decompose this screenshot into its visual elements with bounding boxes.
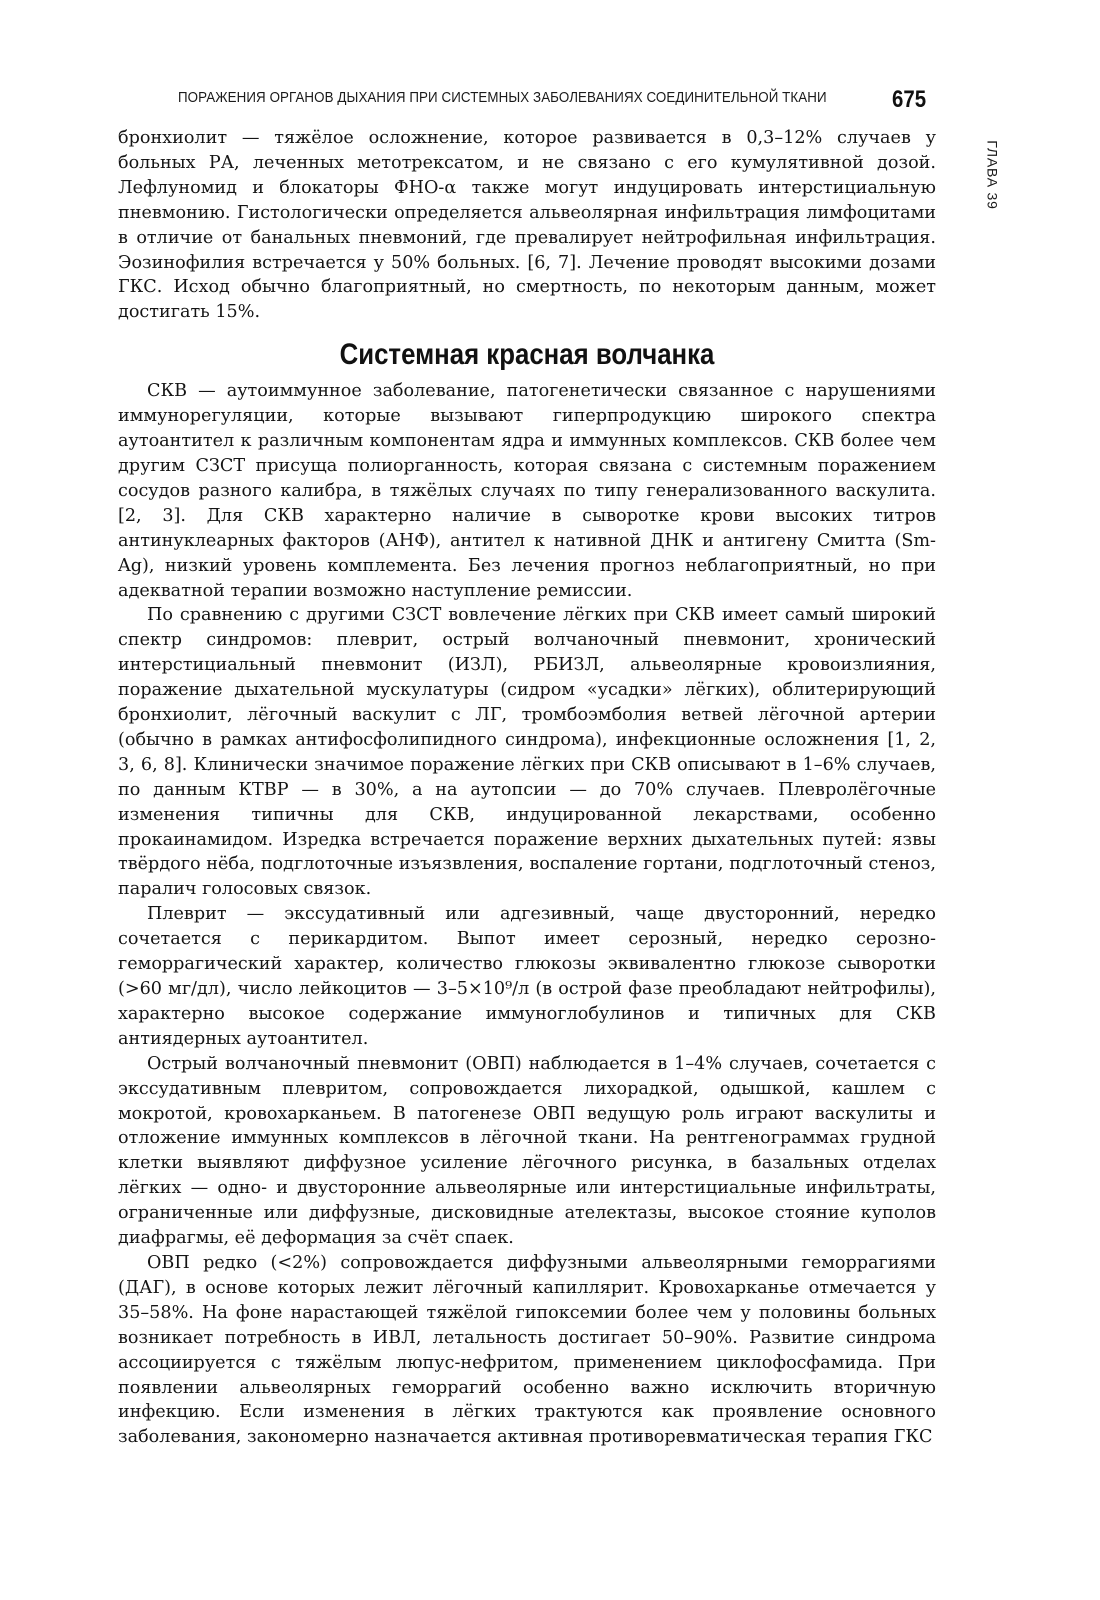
section-heading: Системная красная волчанка bbox=[339, 338, 715, 372]
chapter-label: ГЛАВА 39 bbox=[985, 140, 1001, 210]
paragraph-pleuritis: Плеврит — экссудативный или адгезивный, чаще двусторонний, нередко сочетается с перикардитом. Выпот имеет серозный, нередко серозно-геморрагический характер, количество глюкозы эквивалентно глюкозе сыворотки (>60 мг/дл), число лейкоцитов — 3–5×10⁹/л (в острой фазе преобладают нейтрофилы), характерно высокое содержание иммуноглобулинов и типичных для СКВ антиядерных аутоантител. bbox=[118, 904, 936, 1049]
running-head-title: ПОРАЖЕНИЯ ОРГАНОВ ДЫХАНИЯ ПРИ СИСТЕМНЫХ ЗАБОЛЕВАНИЯХ СОЕДИНИТЕЛЬНОЙ ТКАНИ bbox=[178, 90, 827, 106]
paragraph-alveolar-hemorrhage: ОВП редко (<2%) сопровождается диффузными альвеолярными геморрагиями (ДАГ), в основе которых лежит лёгочный капиллярит. Кровохарканье отмечается у 35–58%. На фоне нарастающей тяжёлой гипоксемии более чем у половины больных возникает потребность в ИВЛ, летальность достигает 50–90%. Развитие синдрома ассоциируется с тяжёлым люпус-нефритом, применением циклофосфамида. При появлении альвеолярных геморрагий особенно важно исключить вторичную инфекцию. Если изменения в лёгких трактуются как проявление основного заболевания, закономерно назначается активная противоревматическая терапия ГКС bbox=[118, 1252, 936, 1448]
page-number: 675 bbox=[892, 86, 927, 113]
paragraph-sle-definition: СКВ — аутоиммунное заболевание, патогенетически связанное с нарушениями иммунорегуляции, которые вызывают гиперпродукцию широкого спектра аутоантител к различным компонентам ядра и иммунных комплексов. СКВ более чем другим СЗСТ присуща полиорганность, которая связана с системным поражением сосудов разного калибра, в тяжёлых случаях по типу генерализованного васкулита. [2, 3]. Для СКВ характерно наличие в сыворотке крови высоких титров антинуклеарных факторов (АНФ), антител к нативной ДНК и антигену Смитта (Sm-Ag), низкий уровень комплемента. Без лечения прогноз неблагоприятный, но при адекватной терапии возможно наступление ремиссии. bbox=[118, 381, 936, 601]
chapter-side-tab bbox=[983, 135, 1003, 215]
paragraph-lung-involvement: По сравнению с другими СЗСТ вовлечение лёгких при СКВ имеет самый широкий спектр синдромов: плеврит, острый волчаночный пневмонит, хронический интерстициальный пневмонит (ИЗЛ), РБИЗЛ, альвеолярные кровоизлияния, поражение дыхательной мускулатуры (сидром «усадки» лёгких), облитерирующий бронхиолит, лёгочный васкулит с ЛГ, тромбоэмболия ветвей лёгочной артерии (обычно в рамках антифосфолипидного синдрома), инфекционные осложнения [1, 2, 3, 6, 8]. Клинически значимое поражение лёгких при СКВ описывают в 1–6% случаев, по данным КТВР — в 30%, а на аутопсии — до 70% случаев. Плевролёгочные изменения типичны для СКВ, индуцированной лекарствами, особенно прокаинамидом. Изредка встречается поражение верхних дыхательных путей: язвы твёрдого нёба, подглоточные изъязвления, воспаление гортани, подглоточный стеноз, паралич голосовых связок. bbox=[118, 605, 936, 900]
paragraph-acute-pneumonitis: Острый волчаночный пневмонит (ОВП) наблюдается в 1–4% случаев, сочетается с экссудативным плевритом, сопровождается лихорадкой, одышкой, кашлем с мокротой, кровохарканьем. В патогенезе ОВП ведущую роль играют васкулиты и отложение иммунных комплексов в лёгочной ткани. На рентгенограммах грудной клетки выявляют диффузное усиление лёгочного рисунка, в базальных отделах лёгких — одно- и двусторонние альвеолярные или интерстициальные инфильтраты, ограниченные или диффузные, дисковидные ателектазы, высокое стояние куполов диафрагмы, её деформация за счёт спаек. bbox=[118, 1053, 936, 1249]
intro-paragraph: бронхиолит — тяжёлое осложнение, которое развивается в 0,3–12% случаев у больных РА, леченных метотрексатом, и не связано с его кумулятивной дозой. Лефлуномид и блокаторы ФНО-α также могут индуцировать интерстициальную пневмонию. Гистологически определяется альвеолярная инфильтрация лимфоцитами в отличие от банальных пневмоний, где превалирует нейтрофильная инфильтрация. Эозинофилия встречается у 50% больных. [6, 7]. Лечение проводят высокими дозами ГКС. Исход обычно благоприятный, но смертность, по некоторым данным, может достигать 15%. bbox=[118, 128, 936, 323]
page-body bbox=[118, 126, 936, 1450]
